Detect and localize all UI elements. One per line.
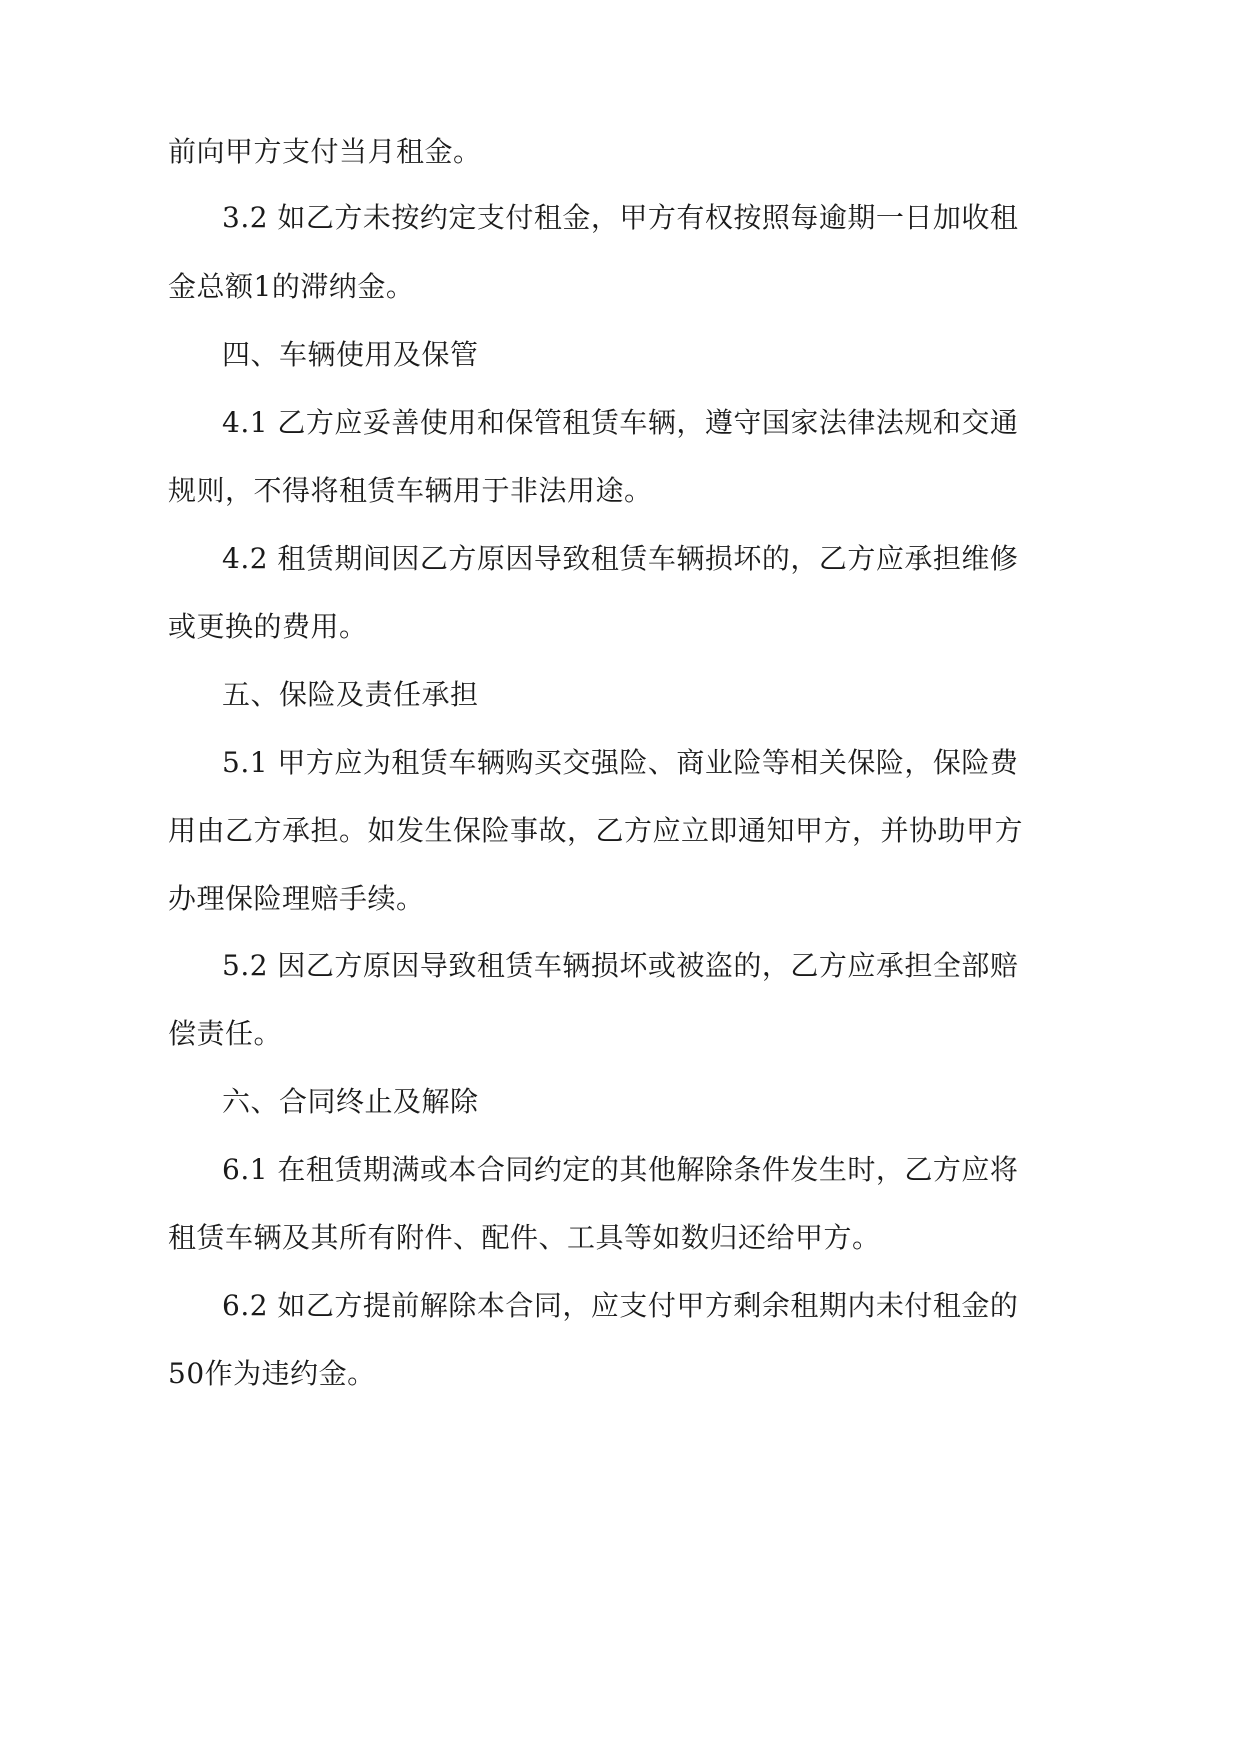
paragraph-line: 或更换的费用。: [168, 610, 368, 643]
section-heading: 六、合同终止及解除: [222, 1085, 479, 1118]
paragraph-line: 5.2 因乙方原因导致租赁车辆损坏或被盗的，乙方应承担全部赔: [222, 949, 1019, 982]
paragraph-line: 规则，不得将租赁车辆用于非法用途。: [168, 474, 653, 507]
paragraph-line: 用由乙方承担。如发生保险事故，乙方应立即通知甲方，并协助甲方: [168, 814, 1024, 847]
section-heading: 四、车辆使用及保管: [222, 338, 479, 371]
paragraph-line: 4.2 租赁期间因乙方原因导致租赁车辆损坏的，乙方应承担维修: [222, 542, 1019, 575]
paragraph-line: 3.2 如乙方未按约定支付租金，甲方有权按照每逾期一日加收租: [222, 201, 1019, 234]
paragraph-line: 偿责任。: [168, 1017, 283, 1050]
paragraph-line: 租赁车辆及其所有附件、配件、工具等如数归还给甲方。: [168, 1221, 881, 1254]
paragraph-line: 6.2 如乙方提前解除本合同，应支付甲方剩余租期内未付租金的: [222, 1289, 1019, 1322]
paragraph-line: 办理保险理赔手续。: [168, 882, 425, 915]
paragraph-line: 前向甲方支付当月租金。: [168, 135, 482, 168]
section-heading: 五、保险及责任承担: [222, 678, 479, 711]
paragraph-line: 金总额1的滞纳金。: [168, 270, 415, 303]
paragraph-line: 4.1 乙方应妥善使用和保管租赁车辆，遵守国家法律法规和交通: [222, 406, 1019, 439]
paragraph-line: 50作为违约金。: [168, 1357, 376, 1390]
paragraph-line: 5.1 甲方应为租赁车辆购买交强险、商业险等相关保险，保险费: [222, 746, 1019, 779]
paragraph-line: 6.1 在租赁期满或本合同约定的其他解除条件发生时，乙方应将: [222, 1153, 1019, 1186]
